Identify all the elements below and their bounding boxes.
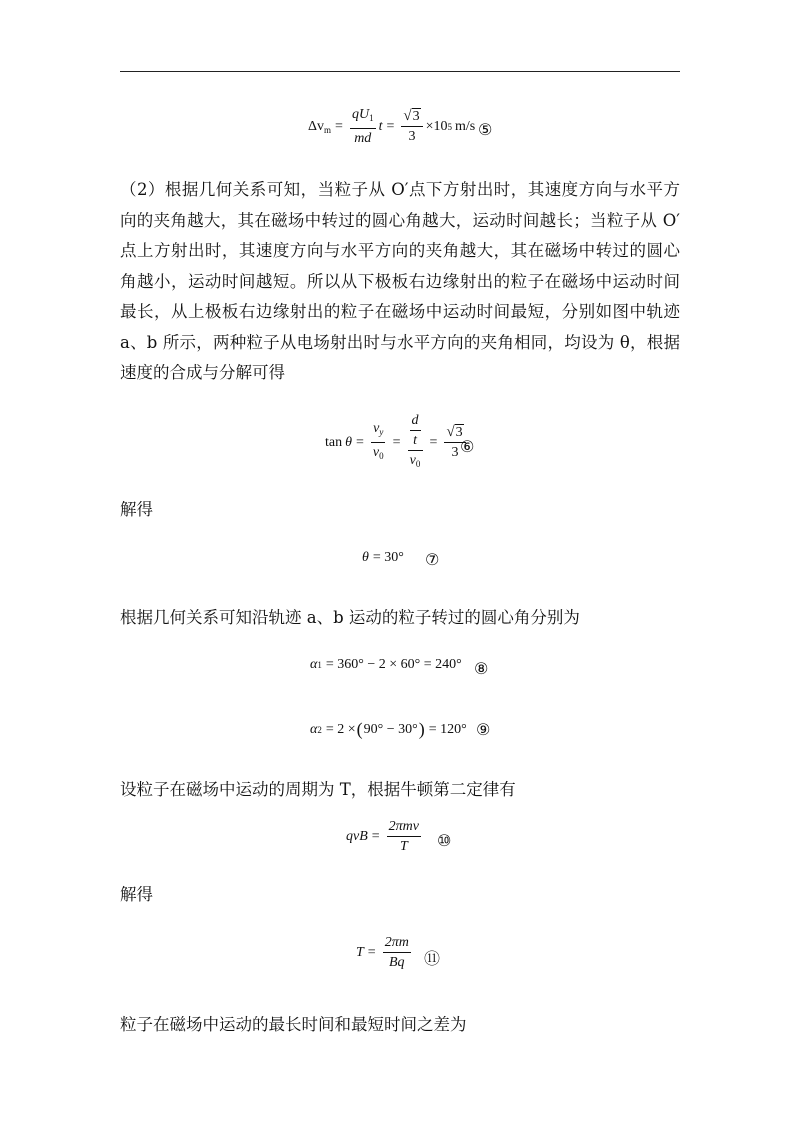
equation-5: $\Delta v_m$ = $\frac{qU_1}{md}$ t = √ 3 3 ×10 5 m/s <box>308 107 476 146</box>
eq6-fraction-vy-v0: $\frac{v_y}{v_0}$ <box>372 421 384 461</box>
paragraph-solve-2: 解得 <box>120 885 153 904</box>
equation-7: θ = 30° <box>362 550 404 565</box>
eq5-fraction-2: √ 3 3 <box>401 108 422 145</box>
eq6-compound-fraction: $\frac{\frac{d}{t}}{v_0}$ <box>408 412 423 473</box>
equation-marker-10: ⑩ <box>437 831 452 850</box>
eq11-fraction: $\frac{2\pi m}{Bq}$ <box>384 935 409 970</box>
paragraph-solve-1: 解得 <box>120 500 153 519</box>
paragraph-period-newton: 设粒子在磁场中运动的周期为 T，根据牛顿第二定律有 <box>120 780 516 799</box>
paragraph-central-angles: 根据几何关系可知沿轨迹 a、b 运动的粒子转过的圆心角分别为 <box>120 608 580 627</box>
equation-marker-5: ⑤ <box>478 120 493 139</box>
equation-6: tan θ = $\frac{v_y}{v_0}$ = $\frac{\frac{d}{t}}{v_0}$ = √ 3 3 <box>325 412 469 473</box>
equation-marker-7: ⑦ <box>425 550 440 569</box>
header-rule <box>120 71 680 72</box>
eq5-fraction-1: $\frac{qU_1}{md}$ <box>351 107 374 146</box>
equation-11: T = $\frac{2\pi m}{Bq}$ <box>356 935 409 970</box>
eq6-fraction-sqrt3: √ 3 3 <box>444 424 465 461</box>
equation-marker-9: ⑨ <box>476 720 491 739</box>
equation-9: α 2 = 2 × ( 90° − 30° ) = 120° <box>310 719 467 739</box>
equation-marker-6: ⑥ <box>460 437 475 456</box>
equation-10: qvB = $\frac{\text{2πmv}}{T}$ <box>346 819 420 854</box>
equation-marker-11: ⑪ <box>424 949 441 968</box>
paragraph-time-difference: 粒子在磁场中运动的最长时间和最短时间之差为 <box>120 1015 467 1034</box>
equation-marker-8: ⑧ <box>474 659 489 678</box>
eq5-lhs: $\Delta v_m$ <box>308 118 332 135</box>
eq10-fraction: $\frac{\text{2πmv}}{T}$ <box>388 819 420 854</box>
paragraph-geometry-analysis: （2）根据几何关系可知，当粒子从 O′点下方射出时，其速度方向与水平方向的夹角越大，其在磁场中转过的圆心角越大，运动时间越长；当粒子从 O′点上方射出时，其速度方向与水平方向的夹角越大，其在磁场中转过的圆心角越小，运动时间越短。所以从下极板右边缘射出的粒子在磁场中运动时间最长，从上极板右边缘射出的粒子在磁场中运动时间最短，分别如图中轨迹 a、b 所示，两种粒子从电场射出时与水平方向的夹角相同，均设为 θ，根据速度的合成与分解可得 <box>120 180 680 382</box>
equation-8: α 1 = 360° − 2 × 60° = 240° <box>310 657 462 672</box>
